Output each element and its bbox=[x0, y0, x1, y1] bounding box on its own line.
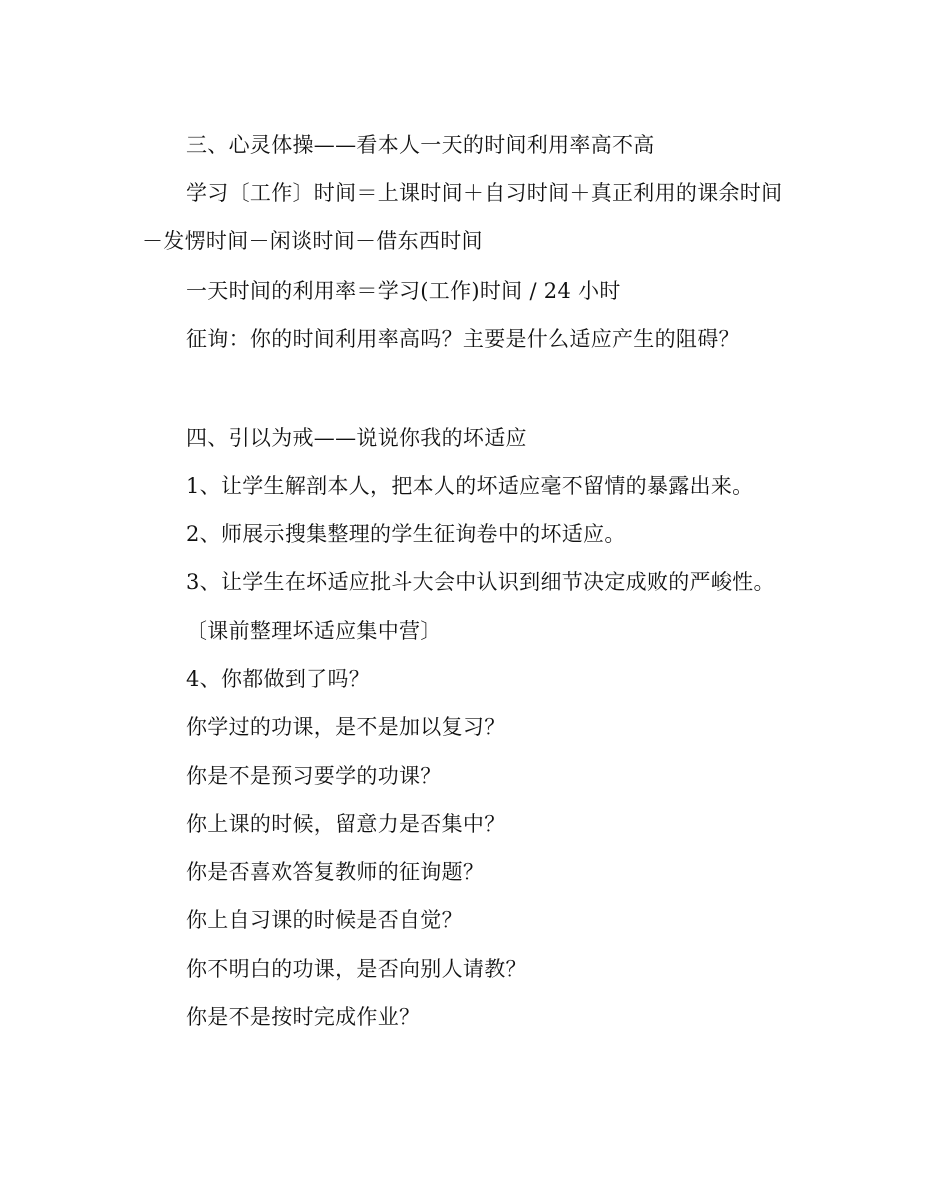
question-utilization: 征询：你的时间利用率高吗？主要是什么适应产生的阻碍？ bbox=[186, 327, 740, 351]
formula-study-time-continued: －发愣时间－闲谈时间－借东西时间 bbox=[142, 229, 483, 253]
question-line: 你上课的时候，留意力是否集中？ bbox=[186, 812, 506, 836]
formula-study-time: 学习〔工作〕时间＝上课时间＋自习时间＋真正利用的课余时间 bbox=[186, 181, 783, 205]
list-item-4: 4、你都做到了吗？ bbox=[186, 667, 371, 691]
question-line: 你上自习课的时候是否自觉？ bbox=[186, 908, 463, 932]
list-item-1: 1、让学生解剖本人，把本人的坏适应毫不留情的暴露出来。 bbox=[186, 474, 754, 498]
bracket-note: 〔课前整理坏适应集中营〕 bbox=[186, 619, 442, 643]
list-item-3: 3、让学生在坏适应批斗大会中认识到细节决定成败的严峻性。 bbox=[186, 570, 775, 594]
section-heading-3: 三、心灵体操——看本人一天的时间利用率高不高 bbox=[186, 133, 655, 157]
question-line: 你是否喜欢答复教师的征询题？ bbox=[186, 860, 485, 884]
question-line: 你是不是按时完成作业？ bbox=[186, 1005, 421, 1029]
question-line: 你学过的功课，是不是加以复习？ bbox=[186, 715, 506, 739]
question-line: 你是不是预习要学的功课？ bbox=[186, 764, 442, 788]
list-item-2: 2、师展示搜集整理的学生征询卷中的坏适应。 bbox=[186, 522, 626, 546]
question-line: 你不明白的功课，是否向别人请教？ bbox=[186, 957, 527, 981]
formula-utilization-rate: 一天时间的利用率＝学习(工作)时间 / 24 小时 bbox=[186, 279, 621, 303]
section-heading-4: 四、引以为戒——说说你我的坏适应 bbox=[186, 426, 527, 450]
